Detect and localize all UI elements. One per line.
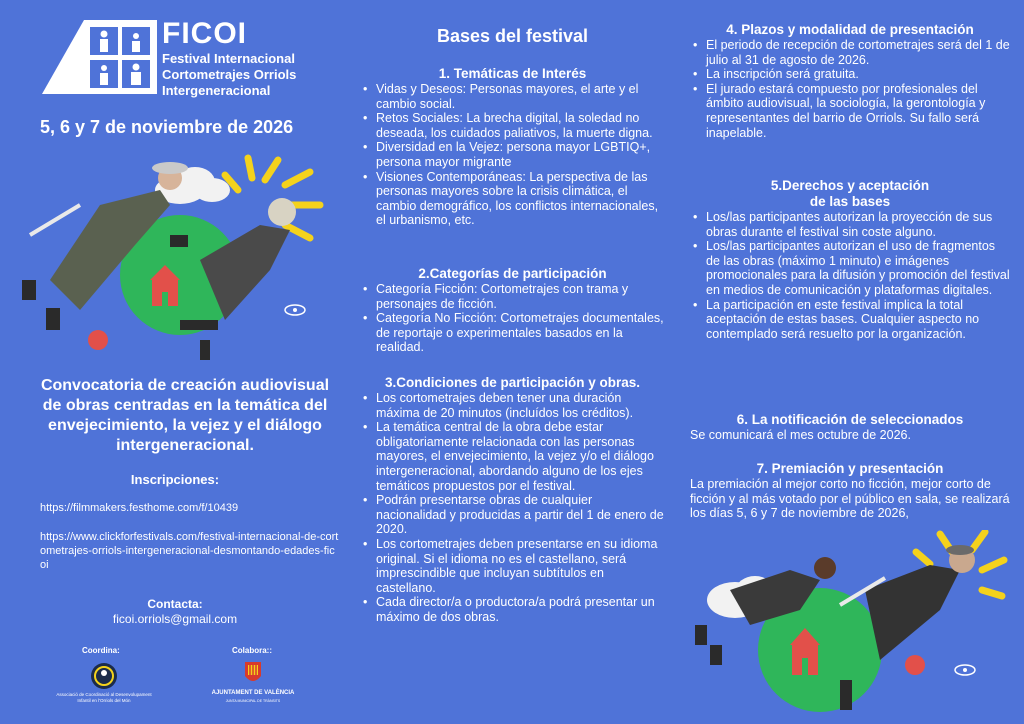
- section-title: 4. Plazos y modalidad de presentación: [726, 22, 974, 37]
- festhome-link[interactable]: https://filmmakers.festhome.com/f/10439: [40, 502, 239, 514]
- section-premiacion: [690, 461, 1010, 521]
- colabora-label: Colabora::: [232, 646, 272, 655]
- bases-panel-middle: [360, 0, 665, 724]
- list-item: • La inscripción será gratuita.: [690, 67, 1010, 82]
- ajuntament-shield-icon: [243, 660, 263, 686]
- list-item: • Visiones Contemporáneas: La perspectiva de las personas mayores sobre la crisis climática, el cambio demográfico, los conflictos internacionales, el urbanismo, etc.: [360, 170, 665, 228]
- section-derechos: [690, 178, 1010, 341]
- list-item: • Vidas y Deseos: Personas mayores, el arte y el cambio social.: [360, 82, 665, 111]
- section-tematicas: [360, 66, 665, 228]
- list-item: • Cada director/a o productora/a podrá presentar un máximo de dos obras.: [360, 595, 665, 624]
- list-item: • Categoría Ficción: Cortometrajes con trama y personajes de ficción.: [360, 282, 665, 311]
- section-text: La premiación al mejor corto no ficción, mejor corto de ficción y al más votado por el público en sala, se realizará los días 5, 6 y 7 de noviembre de 2026,: [690, 477, 1010, 521]
- section-plazos: [690, 22, 1010, 140]
- list-item: • Diversidad en la Vejez: persona mayor LGBTIQ+, persona mayor migrante: [360, 140, 665, 169]
- section-title: 7. Premiación y presentación: [756, 461, 944, 476]
- list-item: • El jurado estará compuesto por profesionales del ámbito audiovisual, la sociología, la gerontología y representantes del barrio de Orriols. Su fallo será inapelable.: [690, 82, 1010, 140]
- bases-panel-right: [690, 0, 1010, 724]
- list-item: • Los cortometrajes deben presentarse en su idioma original. Si el idioma no es el castellano, será imprescindible que incluyan subtítulos en castellano.: [360, 537, 665, 595]
- festival-logo: [42, 20, 157, 94]
- list-item: • Los/las participantes autorizan la proyección de sus obras durante el festival sin coste alguno.: [690, 210, 1010, 239]
- section-title: 3.Condiciones de participación y obras.: [384, 375, 641, 390]
- section-title: 6. La notificación de seleccionados: [736, 412, 964, 427]
- festival-logo-subtitle: Festival Internacional Cortometrajes Orriols Intergeneracional: [162, 51, 297, 98]
- clickforfestivals-link[interactable]: https://www.clickforfestivals.com/festival-internacional-de-cortometrajes-orriols-intergeneracional-desmontando-edades-ficoi: [40, 531, 339, 571]
- section-title: 1. Temáticas de Interés: [438, 66, 587, 81]
- section-title: 5.Derechos y aceptación de las bases: [770, 178, 930, 209]
- coordina-org-logo: [88, 660, 120, 692]
- contact-email[interactable]: ficoi.orriols@gmail.com: [112, 612, 238, 626]
- colabora-org-subtitle: JUNTA MUNICIPAL DE TRÀNSITS: [225, 699, 281, 703]
- section-categorias: [360, 266, 665, 355]
- section-text: Se comunicará el mes octubre de 2026.: [690, 428, 911, 442]
- convocatoria-heading: Convocatoria de creación audiovisual de obras centradas en la temática del envejecimiento, la vejez y el diálogo intergeneracional.: [40, 377, 330, 454]
- festival-dates: 5, 6 y 7 de noviembre de 2026: [40, 117, 294, 137]
- contacta-title: Contacta:: [147, 597, 203, 611]
- festival-logo-title: FICOI: [162, 17, 247, 50]
- list-item: • Retos Sociales: La brecha digital, la soledad no deseada, los cuidados paliativos, la muerte digna.: [360, 111, 665, 140]
- flying-people-illustration: [20, 150, 340, 370]
- left-panel: [0, 0, 350, 724]
- list-item: • Categoría No Ficción: Cortometrajes documentales, de reportaje o experimentales basados en la realidad.: [360, 311, 665, 355]
- list-item: • Los cortometrajes deben tener una duración máxima de 20 minutos (incluídos los créditos).: [360, 391, 665, 420]
- coordina-label: Coordina:: [82, 646, 120, 655]
- colabora-org-name: AJUNTAMENT DE VALÈNCIA: [211, 690, 295, 696]
- section-condiciones: [360, 375, 665, 625]
- list-item: • La participación en este festival implica la total aceptación de estas bases. Cualquier aspecto no contemplado será resuelto por la organización.: [690, 298, 1010, 342]
- coordina-org-name: Associació de Coordinació al Desenvolupament Infantil en l'Orriols del Món: [56, 692, 152, 703]
- list-item: • La temática central de la obra debe estar obligatoriamente relacionada con las personas mayores, el envejecimiento, la vejez y/o el diálogo intergeneracional, abordando alguno de los ejes temáticos propuestos por el festival.: [360, 420, 665, 493]
- bases-title: Bases del festival: [436, 26, 589, 46]
- section-title: 2.Categorías de participación: [418, 266, 607, 281]
- inscripciones-title: Inscripciones:: [130, 472, 220, 487]
- section-notificacion: [690, 412, 1010, 443]
- list-item: • Podrán presentarse obras de cualquier nacionalidad y producidas a partir del 1 de enero de 2020.: [360, 493, 665, 537]
- flying-men-illustration: [690, 530, 1010, 724]
- list-item: • El periodo de recepción de cortometrajes será del 1 de julio al 31 de agosto de 2026.: [690, 38, 1010, 67]
- list-item: • Los/las participantes autorizan el uso de fragmentos de las obras (máximo 1 minuto) e imágenes promocionales para la difusión y promoción del festival en medios de comunicación y plataformas digitales.: [690, 239, 1010, 297]
